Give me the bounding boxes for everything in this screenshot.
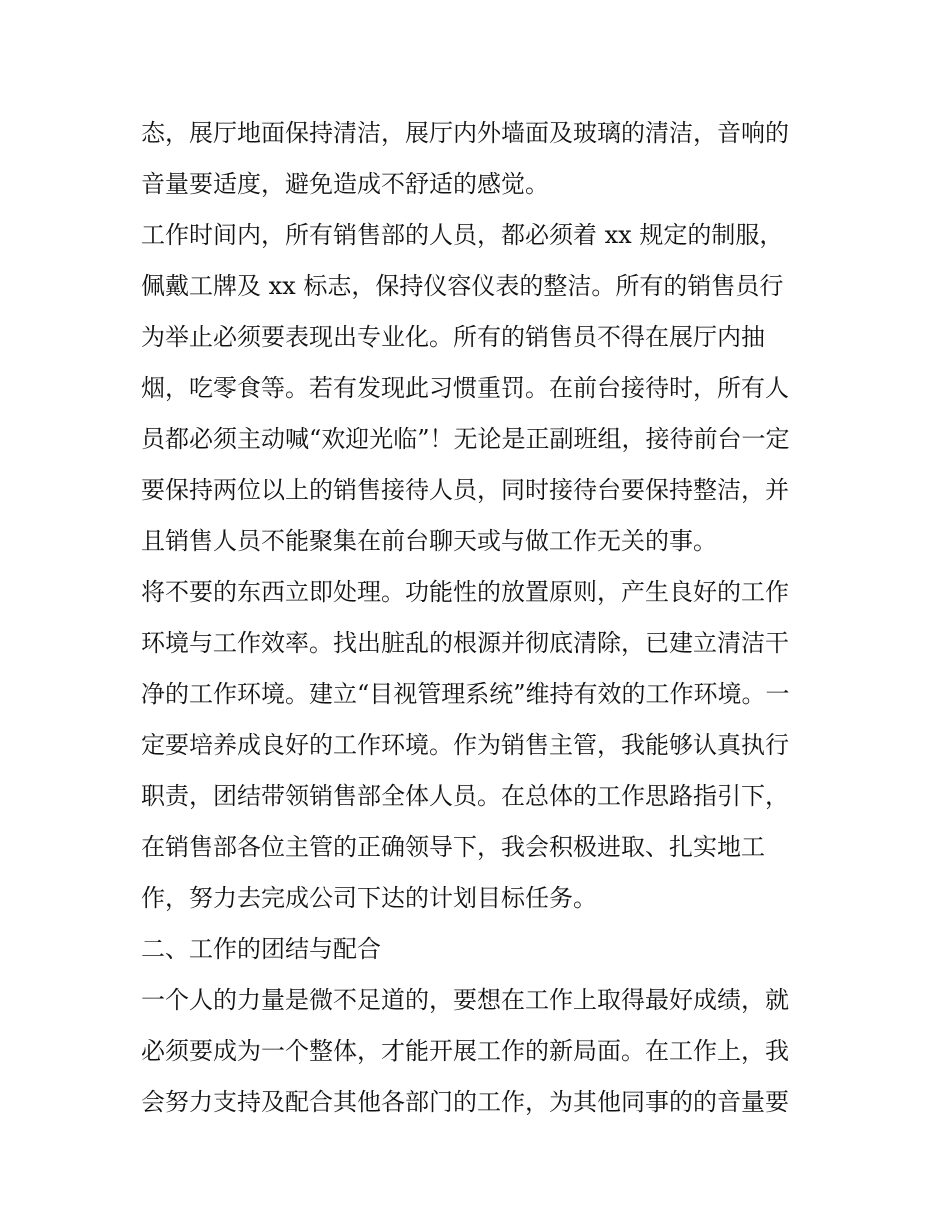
text-line: 净的工作环境。建立“目视管理系统”维持有效的工作环境。一 bbox=[141, 680, 790, 708]
text-line: 必须要成为一个整体，才能开展工作的新局面。在工作上，我 bbox=[141, 1037, 789, 1065]
text-line: 作，努力去完成公司下达的计划目标任务。 bbox=[141, 884, 597, 912]
text-line: 员都必须主动喊“欢迎光临”！无论是正副班组，接待前台一定 bbox=[141, 425, 790, 453]
text-line: 工作时间内，所有销售部的人员，都必须着 xx 规定的制服， bbox=[141, 221, 784, 249]
text-line: 会努力支持及配合其他各部门的工作，为其他同事的的音量要 bbox=[141, 1088, 789, 1116]
text-line: 佩戴工牌及 xx 标志，保持仪容仪表的整洁。所有的销售员行 bbox=[141, 272, 784, 300]
text-line: 烟，吃零食等。若有发现此习惯重罚。在前台接待时，所有人 bbox=[141, 374, 789, 402]
text-line: 为举止必须要表现出专业化。所有的销售员不得在展厅内抽 bbox=[141, 323, 765, 351]
text-line: 一个人的力量是微不足道的，要想在工作上取得最好成绩，就 bbox=[141, 986, 789, 1014]
text-line: 态，展厅地面保持清洁，展厅内外墙面及玻璃的清洁，音响的 bbox=[141, 119, 789, 147]
text-line: 音量要适度，避免造成不舒适的感觉。 bbox=[141, 170, 549, 198]
text-line: 将不要的东西立即处理。功能性的放置原则，产生良好的工作 bbox=[141, 578, 789, 606]
text-line: 且销售人员不能聚集在前台聊天或与做工作无关的事。 bbox=[141, 527, 717, 555]
text-line: 定要培养成良好的工作环境。作为销售主管，我能够认真执行 bbox=[141, 731, 789, 759]
text-line: 职责，团结带领销售部全体人员。在总体的工作思路指引下， bbox=[141, 782, 789, 810]
document-body bbox=[141, 108, 821, 1128]
text-line: 在销售部各位主管的正确领导下，我会积极进取、扎实地工 bbox=[141, 833, 765, 861]
section-heading: 二、工作的团结与配合 bbox=[141, 935, 381, 963]
text-line: 要保持两位以上的销售接待人员，同时接待台要保持整洁，并 bbox=[141, 476, 789, 504]
text-line: 环境与工作效率。找出脏乱的根源并彻底清除，已建立清洁干 bbox=[141, 629, 789, 657]
